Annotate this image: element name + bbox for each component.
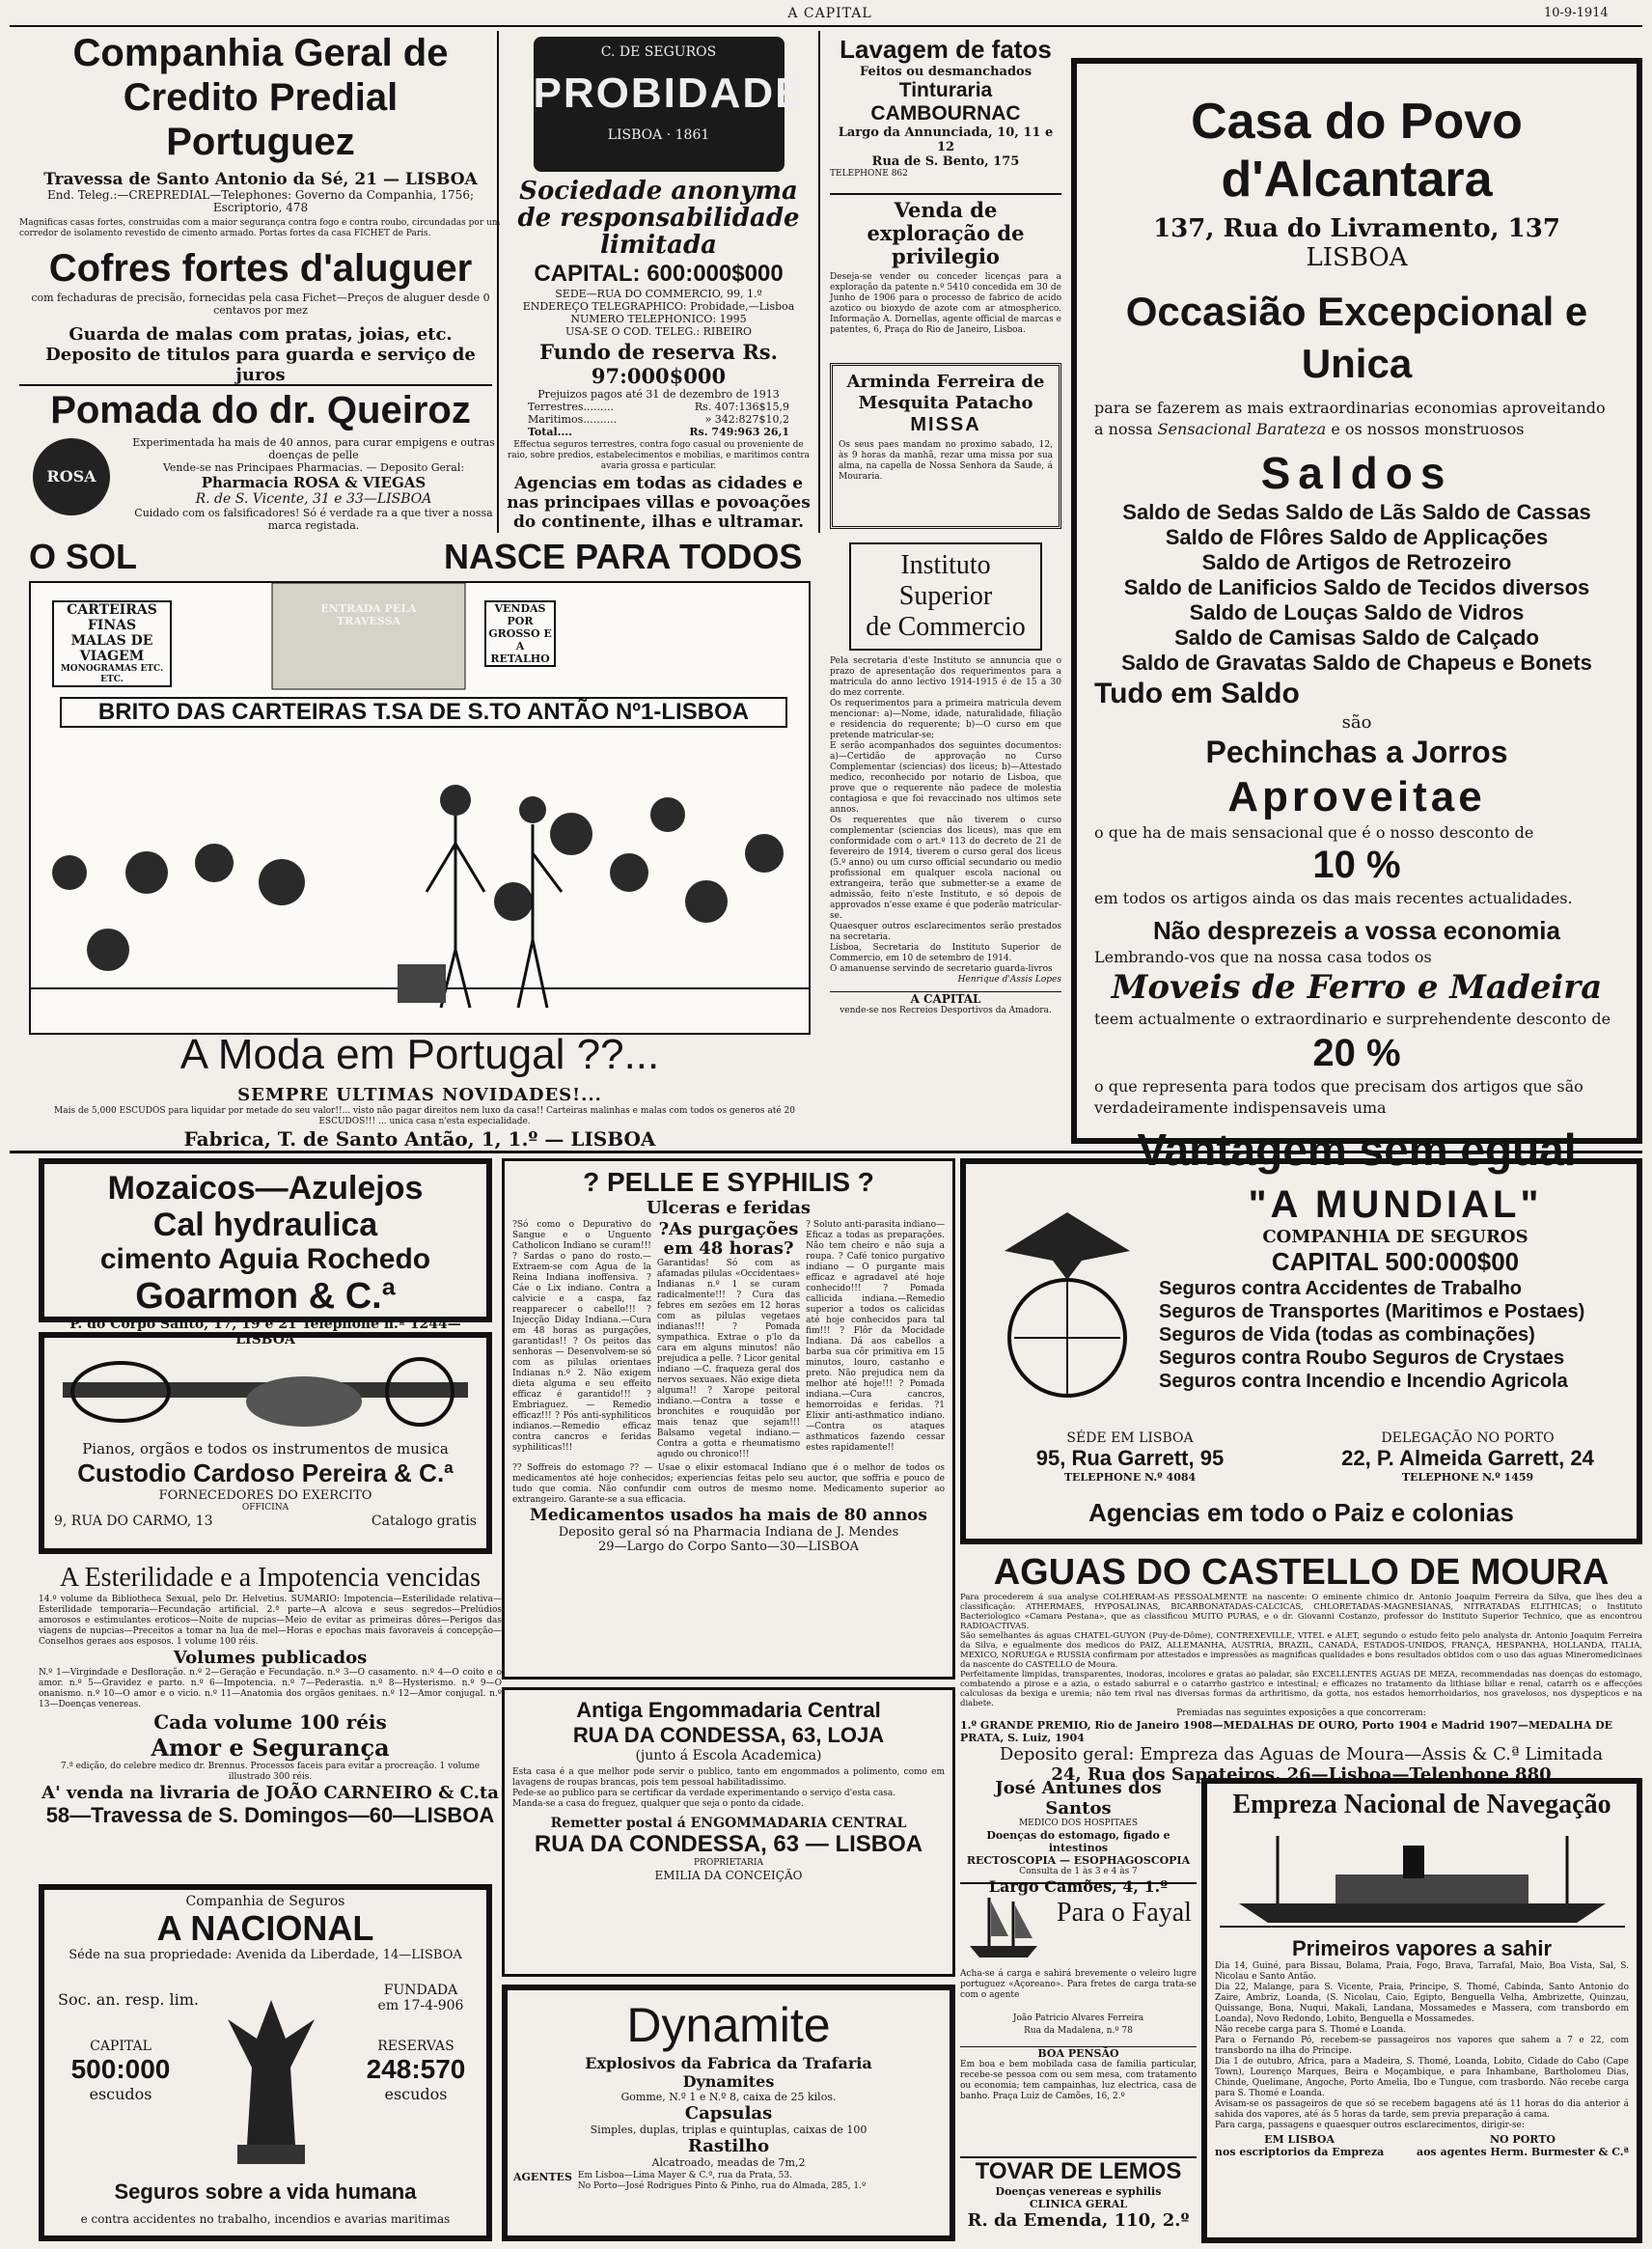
terr-label: Terrestres......... <box>528 401 614 413</box>
pomada-ad <box>19 388 502 533</box>
nav-p1: Dia 14, Guiné, para Bissau, Bolama, Praia, Fogo, Brava, Tarrafal, Maio, Boa Vista, Sal, S. Nicolau e Santo Antão. <box>1215 1961 1629 1982</box>
sol-right: NASCE PARA TODOS <box>444 537 803 576</box>
credito-title: Companhia Geral de Credito Predial <box>72 32 449 119</box>
instituto-p3: E serão acompanhados dos seguintes documentos: a)—Certidão de approvação no Curso Complementar (sciencias) dos liceus; b)—Attestado medico, reconhecido por notario de Lisboa, que prove que o requerente não padece de molestia contagiosa e que foi revaccinado nos ultimos sete annos. <box>830 741 1061 815</box>
saldo-line-4: Saldo de Lanificios Saldo de Tecidos diversos <box>1123 575 1590 599</box>
pelle-dep: Deposito geral só na Pharmacia Indiana de J. Mendes <box>558 1525 899 1540</box>
sign-vendas: VENDAS POR GROSSO E A RETALHO <box>484 600 556 667</box>
instituto-p5: Quaesquer outros esclarecimentos serão prestados na secretaria. <box>830 922 1061 942</box>
missa-text: Os seus paes mandam no proximo sabado, 12, às 9 horas da manhã, rezar uma missa por sua alma, na capella de Nossa Senhora da Saude, á Mouraria. <box>839 440 1053 482</box>
pomada-title: Pomada do dr. Queiroz <box>50 389 471 431</box>
nacional-soc: Soc. an. resp. lim. <box>58 1990 199 2009</box>
pomada-text1: Experimentada ha mais de 40 annos, para curar empigens e outras doenças de pelle <box>132 436 495 461</box>
dyn-t7: Alcatroado, meadas de 7m,2 <box>651 2156 806 2169</box>
lavagem-t4: Largo da Annunciada, 10, 11 e 12 <box>838 125 1054 154</box>
sao: são <box>1341 712 1372 733</box>
pelle-purg: ?As purgações em 48 horas? <box>658 1219 799 1259</box>
probidade-ad <box>497 31 820 533</box>
nav-c4: aos agentes Herm. Burmester & C.ª <box>1416 2146 1629 2158</box>
ester-amor: Amor e Segurança <box>151 1734 390 1762</box>
store-sign: BRITO DAS CARTEIRAS T.SA DE S.TO ANTÃO Nº1-LISBOA <box>60 697 787 728</box>
dyn-t6: Rastilho <box>687 2136 770 2156</box>
custodio-t1: Pianos, orgãos e todos os instrumentos de musica <box>82 1440 449 1458</box>
mundial-cap: CAPITAL 500:000$00 <box>1271 1247 1520 1276</box>
masthead-title: A CAPITAL <box>787 6 872 21</box>
pomada-addr: R. de S. Vicente, 31 e 33—LISBOA <box>195 491 432 507</box>
nacional-cap: CAPITAL <box>90 2039 151 2054</box>
nacional-cap-v: 500:000 <box>70 2054 171 2084</box>
moda-fine: Mais de 5,000 ESCUDOS para liquidar por metade do seu valor!!... visto não pagar direitos nem luxo da casa!! Carteiras malinhas e malas com todos os generos até 20 ESCUDOS!!! ... unica casa n'esta especialidade. <box>54 1106 795 1126</box>
moura-p1: Para procederem á sua analyse COLHERAM-AS PESSOALMENTE na nascente: O eminente chimico dr. Antonio Joaquim Ferreira da Silva, que lhes deu a classificação: ATHERMAES, HYPOSALINAS, BICARBONATADAS-CALCICAS, CHLORETADAS-MAGNESIANAS, NITRATADAS ELITHICAS; o Instituto Bacteriologico «Camara Pestana», que as classificou MUITO PURAS, e o dr. Giovanni Costanzo, professor do Instituto Superior Technico, que as encontrou RADIOACTIVAS. <box>960 1593 1642 1631</box>
eng-rem: Remetter postal á ENGOMMADARIA CENTRAL <box>550 1816 907 1831</box>
teem: teem actualmente o extraordinario e surprehendente desconto de <box>1094 1010 1611 1028</box>
nav-prim: Primeiros vapores a sahir <box>1291 1936 1553 1960</box>
moura-prem: Premiadas nas seguintes exposições a que concorreram: <box>1176 1708 1426 1718</box>
terr-value: Rs. 407:136$15,9 <box>694 401 789 413</box>
probidade-fundo: Fundo de reserva Rs. 97:000$000 <box>539 340 778 388</box>
instituto-sign2: O amanuense servindo de secretario guarda-livros <box>830 964 1053 974</box>
dyn-ag2: No Porto—José Rodrigues Pinto & Pinho, rua do Almada, 285, 1.º <box>577 2181 867 2191</box>
lavagem-t2: Feitos ou desmanchados <box>859 65 1032 79</box>
mozaicos-t3: cimento Aguia Rochedo <box>99 1243 431 1275</box>
mundial-title: "A MUNDIAL" <box>1248 1183 1543 1226</box>
twenty-percent: 20 % <box>1312 1032 1401 1074</box>
aproveitae: Aproveitae <box>1227 773 1486 820</box>
antunes-sub: MEDICO DOS HOSPITAES <box>1018 1819 1139 1828</box>
dyn-ag: AGENTES <box>513 2171 572 2183</box>
pensao-ad <box>960 2046 1197 2152</box>
custodio-t3: FORNECEDORES DO EXERCITO <box>158 1488 372 1503</box>
venda-title: Venda de exploração de privilegio <box>867 198 1025 268</box>
fayal-agent: João Patricio Alvares Ferreira <box>1012 2013 1144 2023</box>
nacional-res: RESERVAS <box>377 2039 454 2054</box>
nav-p4: Para o Fernando Pó, recebem-se passageiros nos vapores que sahem a 7 e 22, com transbordo na ilha do Principe. <box>1215 2036 1629 2056</box>
eng-emilia: EMILIA DA CONCEIÇÃO <box>654 1869 803 1882</box>
eagle-globe-icon <box>985 1193 1149 1415</box>
custodio-t2: Custodio Cardoso Pereira & C.ª <box>77 1458 454 1487</box>
alcantara-addr: 137, Rua do Livramento, 137 <box>1153 214 1560 243</box>
dyn-t1: Explosivos da Fabrica da Trafaria <box>585 2054 872 2072</box>
tovar-t3: R. da Emenda, 110, 2.º <box>967 2210 1190 2231</box>
probidade-end: ENDEREÇO TELEGRAPHICO: Probidade,—Lisboa <box>522 300 795 313</box>
nav-c2: nos escriptorios da Empreza <box>1215 2146 1385 2158</box>
alcantara-ad <box>1071 58 1642 1175</box>
mundial-l2: Seguros de Transportes (Maritimos e Postaes) <box>1159 1301 1585 1322</box>
eng-p1: Esta casa é a que melhor pode servir o publico, tanto em engommados a polimento, como em lavagens de roupas brancas, pois tem pessoal habilitadissimo. <box>512 1767 945 1788</box>
mar-label: Maritimos.......... <box>528 413 618 426</box>
credito-teleg: End. Teleg.:—CREPREDIAL—Telephones: Governo da Companhia, 1756; Escriptorio, 478 <box>46 188 474 214</box>
acapital-text: vende-se nos Recreios Desportivos da Amadora. <box>840 1006 1052 1015</box>
fayal-title: Para o Fayal <box>1057 1898 1192 1928</box>
eng-t3: (junto á Escola Academica) <box>635 1748 822 1763</box>
tovar-t1: Doenças venereas e syphilis <box>995 2185 1162 2198</box>
probidade-agencias: Agencias em todas as cidades e nas principaes villas e povoações do continente, ilhas e ultramar. <box>507 474 811 532</box>
moura-ad <box>960 1552 1642 1785</box>
probidade-cod: USA-SE O COD. TELEG.: RIBEIRO <box>564 325 753 338</box>
instituto-ad <box>830 541 1061 1144</box>
probidade-num: NUMERO TELEPHONICO: 1995 <box>570 313 747 325</box>
moda-title: A Moda em Portugal ??... <box>179 1031 660 1078</box>
nacional-t3: Séde na sua propriedade: Avenida da Liberdade, 14—LISBOA <box>69 1948 462 1962</box>
pelle-ad <box>502 1158 955 1680</box>
pomada-pharm: Pharmacia ROSA & VIEGAS <box>201 474 427 491</box>
mundial-co: COMPANHIA DE SEGUROS <box>1262 1227 1528 1247</box>
saldo-line-6: Saldo de Camisas Saldo de Calçado <box>1174 625 1539 650</box>
repr: o que representa para todos que precisam dos artigos que são verdadeiramente indispensaveis uma <box>1094 1077 1583 1117</box>
probidade-sede: SEDE—RUA DO COMMERCIO, 99, 1.º <box>555 288 762 300</box>
missa-title: MISSA <box>910 414 981 435</box>
eng-t1: Antiga Engommadaria Central <box>576 1698 881 1722</box>
probidade-title: Sociedade anonyma de responsabilidade limitada <box>517 177 800 260</box>
antunes-t4: Largo Camões, 4, 1.º <box>988 1877 1169 1896</box>
venda-text: Deseja-se vender ou conceder licenças para a exploração da patente n.º 5410 concedida em 30 de Junho de 1906 para o processo de fabrico de acido azotico ou bioxydo de azote com ar atmospherico. Informação A. Dornellas, agente official de marcas e patentes, 6, Praça do Rio de Janeiro, Lisboa. <box>830 272 1061 335</box>
eng-rua: RUA DA CONDESSA, 63 — LISBOA <box>534 1831 923 1857</box>
custodio-t4: OFFICINA <box>241 1503 289 1513</box>
engommadaria-ad <box>502 1687 955 1977</box>
ester-venda: A' venda na livraria de JOÃO CARNEIRO & C.ta <box>41 1783 499 1803</box>
sign-entrada: ENTRADA PELA TRAVESSA <box>320 602 417 627</box>
missa-name: Arminda Ferreira de Mesquita Patacho <box>846 372 1045 413</box>
saldo-line-7: Saldo de Gravatas Saldo de Chapeus e Bonets <box>1121 651 1592 675</box>
instituto-sign: Lisboa, Secretaria do Instituto Superior de Commercio, em 10 de setembro de 1914. <box>830 943 1061 963</box>
antunes-ad <box>960 1778 1197 1896</box>
tot-value: Rs. 749:963 26,1 <box>689 426 789 438</box>
badge-title: PROBIDADE <box>533 69 806 117</box>
mundial-del-a: 22, P. Almeida Garrett, 24 <box>1341 1446 1594 1470</box>
nav-p6: Avisam-se os passageiros de que só se recebem bagagens até ás 11 horas do dia anterior á sahida dos vapores, até ás 5 horas da tarde, sem previa preparação á cama. <box>1215 2099 1629 2120</box>
ester-p1: 14.º volume da Bibliotheca Sexual, pelo Dr. Helvetius. SUMARIO: Impotencia—Esterilidade relativa—Esterilidade temporaria—Fecundação artificial. 2.ª parte—A alcova e seus segredos—Prelúdios amorosos e estimulantes eroticos—Noite de nupcias—Meio de evitar as primeiras dôres—Perigos das viagens de nupcias—Preceitos a tomar na lua de mel—Horas e epochas mais favoraveis á concepção—Conselhos geraes aos esposos. 1 volume 100 réis. <box>39 1595 502 1647</box>
mundial-ag: Agencias em todo o Paiz e colonias <box>1088 1498 1514 1527</box>
lavagem-t3: Tinturaria CAMBOURNAC <box>870 79 1021 125</box>
alcantara-occ: Occasião Excepcional e Unica <box>1125 289 1588 386</box>
navegacao-ad <box>1201 1778 1642 2243</box>
mundial-l5: Seguros contra Incendio e Incendio Agricola <box>1159 1371 1568 1392</box>
lavagem-title: Lavagem de fatos <box>840 35 1052 64</box>
tovar-t2: CLINICA GERAL <box>1029 2198 1128 2210</box>
instituto-p4: Os requerentes que não tiverem o curso complementar (sciencias dos liceus), mas que em conformidade com o art.º 113 do decreto de 21 de fevereiro de 1914, tiverem o curso geral dos liceus (5.º anno) ou um curso official secundario ou medio profissional em qualquer escola nacional ou extrangeira, terão que submetter-se a exame de admissão, feito n'este Instituto, e só depois de approvados n'esse exame é que poderão matricular-se. <box>830 816 1061 921</box>
credito-title-2: Portuguez <box>166 121 355 163</box>
venda-ad <box>830 193 1061 347</box>
nacional-t1: Companhia de Seguros <box>185 1894 345 1909</box>
sign-monogramas: MONOGRAMAS ETC. ETC. <box>60 664 164 684</box>
nacional-esc: escudos <box>89 2085 152 2103</box>
nav-p5: Dia 1 de outubro, Africa, para a Madeira, S. Thomé, Loanda, Lobito, Cidade do Cabo (Cape Town), Lourenço Marques, Beira e Moçambique, e para Inhambane, Bartholomeu Dias, Chinde, Quelimane, Angoche, Porto Amelia, Ibo e Tungue, com trasbordo. Não recebe carga para S. Thomé e Loanda. <box>1215 2057 1629 2098</box>
instituto-title: Instituto Superior <box>898 550 993 611</box>
masthead-date: 10-9-1914 <box>1544 6 1609 20</box>
mid-rule <box>10 1151 1642 1153</box>
mozaicos-t1: Mozaicos—Azulejos <box>107 1170 424 1207</box>
mozaicos-ad <box>39 1158 492 1347</box>
sol-header <box>19 537 820 585</box>
alc-p1a: para se fazerem as mais extraordinarias economias aproveitando a nossa <box>1094 399 1606 438</box>
pelle-largo: 29—Largo do Corpo Santo—30—LISBOA <box>597 1540 860 1554</box>
moura-title: AGUAS DO CASTELLO DE MOURA <box>993 1552 1610 1593</box>
pelle-sub: Ulceras e feridas <box>646 1198 812 1218</box>
deposito-line: Deposito de titulos para guarda e serviço de juros <box>45 345 476 385</box>
saldo-line-3: Saldo de Artigos de Retrozeiro <box>1201 550 1512 574</box>
mundial-l1: Seguros contra Accidentes de Trabalho <box>1159 1278 1523 1299</box>
antunes-t3: Consulta de 1 às 3 e 4 às 7 <box>1019 1867 1138 1876</box>
lavagem-t5: Rua de S. Bento, 175 <box>871 154 1020 169</box>
dyn-t5: Simples, duplas, triplas e quintuplas, caixas de 100 <box>590 2124 867 2136</box>
mundial-del: DELEGAÇÃO NO PORTO <box>1381 1430 1555 1446</box>
mundial-l3: Seguros de Vida (todas as combinações) <box>1159 1324 1535 1346</box>
ester-p3: 7.ª edição, do celebre medico dr. Brennus. Processos faceis para evitar a procreação. 1 volume illustrado 300 réis. <box>60 1762 481 1782</box>
instituto-p2: Os requerimentos para a primeira matricula devem mencionar: a)—Nome, idade, naturalidade, filiação e residencia do requerente; b)—O curso em que pretende matricular-se; <box>830 699 1061 740</box>
ten-percent: 10 % <box>1312 844 1401 886</box>
sign-carteiras: CARTEIRAS FINAS <box>67 602 157 633</box>
alc-p1b: Sensacional Barateza <box>1157 420 1327 438</box>
pensao-text: Em boa e bem mobilada casa de familia particular, recebe-se pessoa com ou sem mesa, com tratamento ou economia; tem campainhas, luz electrica, casa de banho. Praça Luiz de Camões, 16, 2.º <box>960 2060 1197 2101</box>
lavagem-t6: TELEPHONE 862 <box>830 169 908 179</box>
angel-statue-icon <box>199 1981 344 2174</box>
dyn-t3: Gomme, N.º 1 e N.º 8, caixa de 25 kilos. <box>620 2091 837 2103</box>
instruments-icon <box>53 1344 478 1440</box>
nav-p3: Não recebe carga para S. Thomé e Loanda. <box>1215 2025 1407 2035</box>
pomada-warn: Cuidado com os falsificadores! Só é verdade ra a que tiver a nossa marca registada. <box>134 507 493 532</box>
ship-icon <box>960 1888 1047 1965</box>
nav-c1: EM LISBOA <box>1264 2133 1335 2146</box>
custodio-ad <box>39 1332 492 1554</box>
custodio-t6: Catalogo gratis <box>371 1513 477 1529</box>
dyn-t4: Capsulas <box>684 2103 773 2124</box>
mozaicos-t5: P. do Corpo Santo, 17, 19 e 21 Telephone n.º 1244—LISBOA <box>69 1317 461 1347</box>
instituto-p1: Pela secretaria d'este Instituto se annuncia que o prazo de apresentação dos requerimentos para a matricula do anno lectivo 1914-1915 é de 15 a 30 do mez corrente. <box>830 656 1061 698</box>
desc1: o que ha de mais sensacional que é o nosso desconto de <box>1094 823 1534 842</box>
dynamite-title: Dynamite <box>626 1998 831 2052</box>
eng-t2: RUA DA CONDESSA, 63, LOJA <box>572 1723 885 1747</box>
tudo-em-saldo: Tudo em Saldo <box>1094 678 1300 709</box>
sempre: SEMPRE ULTIMAS NOVIDADES!... <box>237 1085 602 1105</box>
mundial-ad <box>960 1158 1642 1544</box>
pelle-med: Medicamentos usados ha mais de 80 annos <box>530 1506 927 1525</box>
nacional-res-v: 248:570 <box>366 2054 466 2084</box>
nacional-vida: Seguros sobre a vida humana <box>114 2180 417 2204</box>
mundial-sede-t: TELEPHONE N.º 4084 <box>1063 1471 1197 1484</box>
ester-cada: Cada volume 100 réis <box>153 1710 387 1734</box>
pelle-soff: ?? Soffreis do estomago ?? — Usae o elixir estomacal Indiano que é o melhor de todos os medicamentos até hoje conhecidos; experiencias feitas pelo seu auctor, que soffria e pouco de tudo que comia. Não confundir com outros de mesmo nome. Medicamento superior ao extrangeiro. Garante-se a sua efficacia. <box>512 1463 945 1505</box>
ester-vol: Volumes publicados <box>173 1648 368 1668</box>
custodio-t5: 9, RUA DO CARMO, 13 <box>54 1513 213 1529</box>
credito-address: Travessa de Santo Antonio da Sé, 21 — LISBOA <box>43 170 478 189</box>
lavagem-ad <box>830 35 1061 189</box>
badge-top: C. DE SEGUROS <box>600 44 717 60</box>
ester-title: A Esterilidade e a Impotencia vencidas <box>59 1563 482 1593</box>
nav-p7: Para carga, passagens e quaesquer outros esclarecimentos, dirigir-se: <box>1215 2121 1525 2130</box>
esterilidade-ad <box>39 1562 502 1880</box>
moura-p2: São semelhantes ás aguas CHATEL-GUYON (Puy-de-Dôme), CONTREXEVILLE, VITEL e ALET, segundo o estudo feito pelo analysta dr. Antonio Joaquim Ferreira da Silva, e egualmente dos medicos do PAIZ, ALLEMANHA, AUSTRIA, BRAZIL, CANADÁ, ESTADOS-UNIDOS, FRANÇA, HESPANHA, HOLLANDA, ITALIA, MEXICO, NORUEGA e RUSSIA confirmam por attestados e impressões as magnificas qualidades e bons resultados obtidos com o uso das aguas Mineromedicinaes da nascente do CASTELLO de Moura. <box>960 1631 1642 1670</box>
mar-value: » 342:827$10,2 <box>704 413 789 426</box>
moura-dep: Deposito geral: Empreza das Aguas de Moura—Assis & C.ª Limitada <box>999 1744 1604 1764</box>
fayal-addr: Rua da Madalena, n.º 78 <box>1024 2026 1133 2036</box>
tovar-title: TOVAR DE LEMOS <box>975 2158 1182 2184</box>
lembrando: Lembrando-vos que na nossa casa todos os <box>1094 948 1432 966</box>
pechinchas: Pechinchas a Jorros <box>1205 735 1508 769</box>
guarda-line: Guarda de malas com pratas, joias, etc. <box>69 324 453 345</box>
cofres-title: Cofres fortes d'aluguer <box>48 247 473 290</box>
tovar-ad <box>960 2156 1197 2243</box>
desc2: em todos os artigos ainda os das mais recentes actualidades. <box>1094 889 1573 907</box>
eng-p3: Manda-se a casa do freguez, qualquer que seja o ponto da cidade. <box>512 1799 804 1809</box>
tot-label: Total.... <box>528 426 572 438</box>
cofres-sub: com fechaduras de precisão, fornecidas pela casa Fichet—Preços de aluguer desde 0 centavos por mez <box>31 292 490 317</box>
probidade-efect: Effectua seguros terrestres, contra fogo casual ou proveniente de raio, sobre predios, estabelecimentos e mobilias, e maritimos contra avaria grossa e particular. <box>507 440 811 471</box>
mozaicos-t2: Cal hydraulica <box>152 1207 378 1243</box>
missa-ad <box>830 363 1061 529</box>
nacional-t2: A NACIONAL <box>156 1908 374 1948</box>
credito-predial-ad <box>19 31 502 407</box>
moura-prem2: 1.º GRANDE PREMIO, Rio de Janeiro 1908—MEDALHAS DE OURO, Porto 1904 e Madrid 1907—MEDALHA DE PRATA, S. Luiz, 1904 <box>960 1719 1613 1744</box>
antunes-t1: Doenças do estomago, figado e intestinos <box>986 1829 1170 1854</box>
pomada-seal-icon: ROSA <box>33 438 110 515</box>
moura-sap: 24, Rua dos Sapateiros, 26—Lisboa—Telephone 880 <box>1051 1764 1552 1785</box>
ester-p2: N.º 1—Virgindade e Desfloração. n.º 2—Geração e Fecundação. n.º 3—O casamento. n.º 4—O coito e o amor. n.º 5—Gravidez e parto. n.º 6—Impotencia. n.º 7—Pederastia. n.º 8—Hysterismo. n.º 9—O onanismo. n.º 10—O amor e o vicio. n.º 11—Anatomia dos orgãos genitaes. n.º 12—Amor conjugal. n.º 13—Doenças venereas. <box>39 1668 502 1709</box>
pelle-col3: ? Soluto anti-parasita indiano—Eficaz a todas as preparações. Não tem cheiro e não suja a roupa. ? Café tonico purgativo indiano — O purgante mais efficaz e agradavel até hoje conhecido!!! ? Pomada callicida indiana.—Remedio superior a todos os calicidas até hoje conhecidos para tal fim!!! ? Flôr da Mocidade Indiana. Dá aos cabellos a barba sua côr primitiva em 15 minutos, louro, castanho e preto. Não prejudica nem da melhor até hoje!!! ? Pomada indiana.—Cura cancros, hemorroidas e feridas. ?1 Elixir anti-asthmatico indiano.—Contra os ataques asthmaticos fazendo cessar estes rapidamente!! <box>806 1220 945 1453</box>
antunes-t2: RECTOSCOPIA — ESOPHAGOSCOPIA <box>966 1854 1191 1867</box>
antunes-name: José Antunes dos Santos <box>995 1778 1162 1819</box>
fayal-text: Acha-se á carga e sahirá brevemente o veleiro lugre portuguez «Açoreano». Para fretes de carga trata-se com o agente <box>960 1969 1197 2000</box>
probidade-badge <box>533 37 806 172</box>
nao-desprezeis: Não desprezeis a vossa economia <box>1153 916 1560 945</box>
nacional-esc2: escudos <box>384 2085 448 2103</box>
badge-bottom: LISBOA · 1861 <box>607 127 710 143</box>
credito-line: Magnificas casas fortes, construidas com a maior segurança contra fogo e contra roubo, circundadas por um corredor de isolamento revestido de cimento armado. Portas fortes da casa FICHET de Paris. <box>19 218 501 238</box>
steamship-icon <box>1220 1826 1625 1932</box>
moda-fab: Fabrica, T. de Santo Antão, 1, 1.º — LISBOA <box>183 1127 656 1151</box>
nav-title: Empreza Nacional de Navegação <box>1232 1790 1611 1819</box>
alcantara-city: LISBOA <box>1306 243 1408 272</box>
nacional-ad <box>39 1884 492 2241</box>
probidade-prej: Prejuizos pagos até 31 de dezembro de 1913 <box>537 388 780 401</box>
pomada-text2: Vende-se nas Principaes Pharmacias. — Deposito Geral: <box>162 461 465 474</box>
dynamite-ad <box>502 1985 955 2241</box>
moveis: Moveis de Ferro e Madeira <box>1111 968 1603 1007</box>
saldo-line-2: Saldo de Flôres Saldo de Applicações <box>1165 525 1549 549</box>
mundial-del-t: TELEPHONE N.º 1459 <box>1401 1471 1534 1484</box>
eng-prop: PROPRIETARIA <box>693 1858 763 1868</box>
ester-trav: 58—Travessa de S. Domingos—60—LISBOA <box>45 1803 495 1827</box>
moura-p3: Perfeitamente limpidas, transparentes, inodoras, incolores e gratas ao paladar, são EXCELLENTES AGUAS DE MEZA, recommendadas nas doenças do estomago, combatendo a pirose e a azia, o estado saburral e o catarrho gastrico e intestinal; e efficazes no tratamento da lithiase biliar e renal, catarrh os e affecções calculosas da bexiga e uremia; não tem rival nas diversas formas da arthritismo, da gotta, nos estados hemorrhoidarios, nos gravelosos, nos dyspepticos e na diabete. <box>960 1670 1642 1708</box>
mundial-sede-a: 95, Rua Garrett, 95 <box>1035 1446 1225 1470</box>
mozaicos-t4: Goarmon & C.ª <box>135 1276 396 1317</box>
nacional-fund: FUNDADA <box>383 1983 458 1998</box>
rule-credito <box>19 384 492 386</box>
nav-p2: Dia 22, Malange, para S. Vicente, Praia, Principe, S. Thomé, Cabinda, Santo Antonio do Zaire, Ambriz, Loanda, (S. Nicolau, Caio, Egipto, Benguella Velha, Ambrizette, Quinzau, Quissange, Bona, Nuqui, Makali, Landana, Mossamedes e Massera, com transbordo em Loanda), Novo Redondo, Lobito, Benguella e Mossamedes. <box>1215 1983 1629 2024</box>
nacional-fund-d: em 17-4-906 <box>377 1998 464 2013</box>
sign-malas: MALAS DE VIAGEM <box>70 633 153 664</box>
mundial-l4: Seguros contra Roubo Seguros de Crystaes <box>1159 1347 1565 1369</box>
nav-c3: NO PORTO <box>1489 2133 1556 2146</box>
alcantara-title: Casa do Povo d'Alcantara <box>1191 94 1523 208</box>
dyn-t2: Dynamites <box>682 2072 775 2091</box>
pensao-title: BOA PENSÃO <box>1037 2047 1119 2060</box>
sol-illustration <box>29 581 811 1035</box>
instituto-name: Henrique d'Assis Lopes <box>957 975 1061 985</box>
alc-p1c: e os nossos monstruosos <box>1331 420 1525 438</box>
nacional-outros: e contra accidentes no trabalho, incendios e avarias maritimas <box>80 2212 451 2226</box>
sol-left: O SOL <box>29 537 138 576</box>
instituto-title-2: de Commercio <box>866 612 1026 642</box>
probidade-capital: CAPITAL: 600:000$000 <box>534 261 784 287</box>
saldo-line-1: Saldo de Sedas Saldo de Lãs Saldo de Cassas <box>1122 500 1591 524</box>
saldo-line-5: Saldo de Louças Saldo de Vidros <box>1189 600 1525 625</box>
eng-p2: Pede-se ao publico para se certificar da verdade experimentando o serviço d'esta casa. <box>512 1789 896 1798</box>
top-rule <box>10 25 1642 27</box>
mundial-sede: SÉDE EM LISBOA <box>1066 1430 1194 1446</box>
dyn-ag1: Em Lisboa—Lima Mayer & C.ª, rua da Prata, 53. <box>577 2171 792 2180</box>
fayal-ad <box>960 1888 1197 2042</box>
vantagem: Vantagem sem egual <box>1137 1124 1577 1175</box>
saldos-title: Saldos <box>1260 448 1453 498</box>
pelle-col1: ?Só como o Depurativo do Sangue e o Unguento Catholicon Indiano se curam!!! ? Sardas o pano do rosto.—Extraem-se com Agua de la Reina Indiana inoffensiva. ? Cáe o Lix indiano. Contra a calvicie e a caspa, faz reapparecer o cabello!!! ? Injecção Diday Indiana.—Cura em 48 horas as purgações, garantidas!! ? Os peitos das senhoras — Desenvolvem-se só com as pilulas orientaes Indianas n.º 2. Não exigem dieta alguma e seu effeito efficaz é garantido!!! ? Embriaguez. — Remedio efficaz!!! ? Pós anti-syphiliticos indianos.—Remedio efficaz contra cancros e feridas syphiliticas!!! <box>512 1220 651 1453</box>
pelle-col2: Garantidas! Só com as afamadas pilulas «Occidentaes» Indianas n.º 1 se curam radicalmente!!! ? Cura das febres em sezões em 12 horas com as pilulas vegetaes indianas!!! ? Pomada sympathica. Extrae o p'lo da cara em alguns minutos! não prejudica a pelle. ? Licor genital indiano —C. fraqueza geral dos nervos sexuaes. Não exige dieta alguma!! ? Xarope peitoral indiano.—Contra a tosse e bronchites e rouquidão por mais tenaz que sejam!!! Balsamo vegetal indiano.—Contra a gotta e rheumatismo agudo ou chronico!!! <box>656 1259 801 1459</box>
acapital-title: A CAPITAL <box>830 991 1061 1006</box>
pelle-title: ? PELLE E SYPHILIS ? <box>583 1167 874 1197</box>
